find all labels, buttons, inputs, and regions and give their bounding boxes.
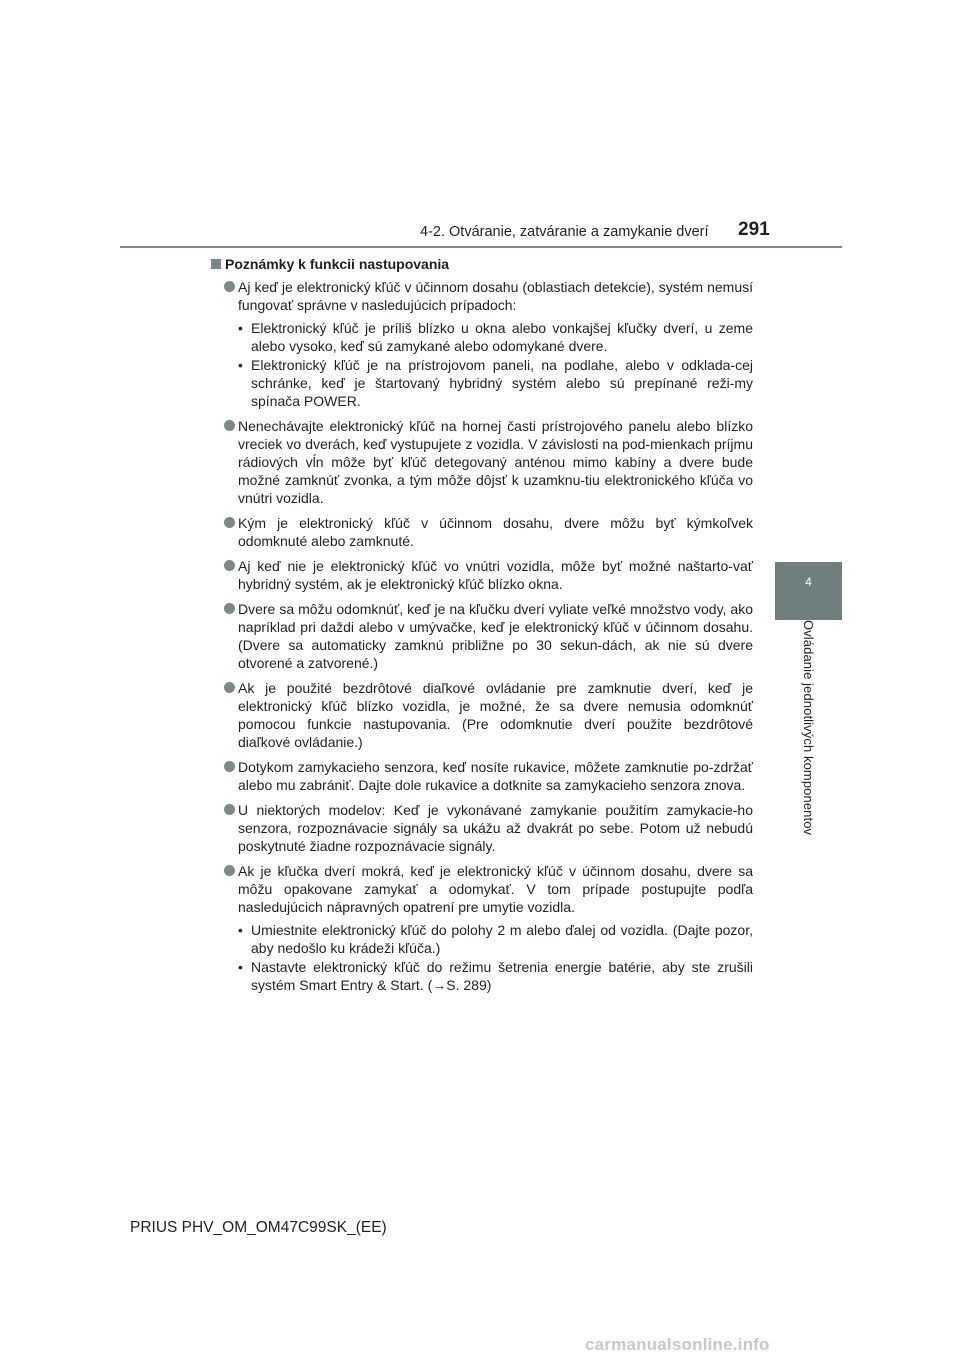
sub-list-item <box>238 319 753 355</box>
header-section-title: 4-2. Otváranie, zatváranie a zamykanie dverí <box>420 224 709 240</box>
circle-bullet-icon <box>224 865 235 876</box>
bullet-text: Ak je kľučka dverí mokrá, keď je elektronický kľúč v účinnom dosahu, dvere sa môžu opakovane zamykať a odomykať. V tom prípade postupujte podľa nasledujúcich nápravných opatrení pre umytie vozidla. <box>238 863 753 915</box>
bullet-item <box>211 758 753 794</box>
sub-list-item <box>238 958 753 994</box>
bullet-text: Nenechávajte elektronický kľúč na hornej časti prístrojového panelu alebo blízko vreciek vo dverách, keď vystupujete z vozidla. V závislosti na pod-mienkach príjmu rádiových vĺn môže byť kľúč detegovaný anténou mimo kabíny a dvere bude možné zamknúť zvonka, a tým môže dôjsť k uzamknu-tiu elektronického kľúča vo vnútri vozidla. <box>238 418 753 506</box>
bullet-item <box>211 801 753 855</box>
bullet-text: U niektorých modelov: Keď je vykonávané zamykanie použitím zamykacie-ho senzora, rozpoznávacie signály sa ukážu až dvakrát po sebe. Potom už nebudú poskytnuté žiadne rozpoznávacie signály. <box>238 802 753 854</box>
chapter-tab-title: Ovládanie jednotlivých komponentov <box>801 620 816 836</box>
bullet-item <box>211 417 753 507</box>
header-divider <box>120 246 842 248</box>
sub-list-item <box>238 356 753 410</box>
bullet-text: Dotykom zamykacieho senzora, keď nosíte rukavice, môžete zamknutie po-zdržať alebo mu zabrániť. Dajte dole rukavice a dotknite sa zamykacieho senzora znova. <box>238 759 753 793</box>
circle-bullet-icon <box>224 560 235 571</box>
circle-bullet-icon <box>224 682 235 693</box>
circle-bullet-icon <box>224 517 235 528</box>
document-footer-code: PRIUS PHV_OM_OM47C99SK_(EE) <box>130 1219 387 1236</box>
bullet-text: Aj keď nie je elektronický kľúč vo vnútri vozidla, môže byť možné naštarto-vať hybridný systém, ak je elektronický kľúč blízko okna. <box>238 558 753 592</box>
watermark: carmanualsonline.info <box>585 1335 770 1354</box>
section-heading-text: Poznámky k funkcii nastupovania <box>225 256 450 272</box>
circle-bullet-icon <box>224 603 235 614</box>
sub-list-item-text: Elektronický kľúč je príliš blízko u okna alebo vonkajšej kľučky dverí, u zeme alebo vysoko, keď sú zamykané alebo odomykané dvere. <box>251 320 753 354</box>
sub-list <box>238 319 753 410</box>
bullet-item <box>211 862 753 994</box>
small-bullet-marker: • <box>238 357 243 373</box>
bullet-item <box>211 557 753 593</box>
bullet-list <box>211 278 753 994</box>
bullet-text: Kým je elektronický kľúč v účinnom dosahu, dvere môžu byť kýmkoľvek odomknuté alebo zamknuté. <box>238 515 753 549</box>
sub-list <box>238 921 753 994</box>
sub-list-item-text: Elektronický kľúč je na prístrojovom paneli, na podlahe, alebo v odklada-cej schránke, keď je štartovaný hybridný systém alebo sú prepínané reži-my spínača POWER. <box>251 357 753 409</box>
section-heading <box>211 255 753 273</box>
sub-list-item <box>238 921 753 957</box>
bullet-text: Aj keď je elektronický kľúč v účinnom dosahu (oblastiach detekcie), systém nemusí fungovať správne v nasledujúcich prípadoch: <box>238 279 753 313</box>
main-content <box>211 255 753 1001</box>
bullet-item <box>211 600 753 672</box>
bullet-item <box>211 514 753 550</box>
circle-bullet-icon <box>224 804 235 815</box>
circle-bullet-icon <box>224 281 235 292</box>
small-bullet-marker: • <box>238 922 243 938</box>
small-bullet-marker: • <box>238 959 243 975</box>
sub-list-item-text: Umiestnite elektronický kľúč do polohy 2 m alebo ďalej od vozidla. (Dajte pozor, aby nedošlo ku krádeži kľúča.) <box>251 922 753 956</box>
bullet-text: Ak je použité bezdrôtové diaľkové ovládanie pre zamknutie dverí, keď je elektronický kľúč blízko vozidla, je možné, že sa dvere nemusia odomknúť pomocou funkcie nastupovania. (Pre odomknutie dverí použite bezdrôtové diaľkové ovládanie.) <box>238 680 753 750</box>
sub-list-item-text: Nastavte elektronický kľúč do režimu šetrenia energie batérie, aby ste zrušili systém Smart Entry & Start. (→S. 289) <box>251 959 753 993</box>
circle-bullet-icon <box>224 761 235 772</box>
bullet-item <box>211 679 753 751</box>
page-number: 291 <box>738 219 770 240</box>
square-bullet-icon <box>211 259 221 269</box>
circle-bullet-icon <box>224 420 235 431</box>
bullet-text: Dvere sa môžu odomknúť, keď je na kľučku dverí vyliate veľké množstvo vody, ako napríklad pri daždi alebo v umývačke, keď je elektronický kľúč v účinnom dosahu. (Dvere sa automaticky zamknú približne po 30 sekun-dách, ak nie sú dvere otvorené a zatvorené.) <box>238 601 753 671</box>
chapter-tab-number: 4 <box>775 562 842 620</box>
small-bullet-marker: • <box>238 320 243 336</box>
bullet-item <box>211 278 753 410</box>
